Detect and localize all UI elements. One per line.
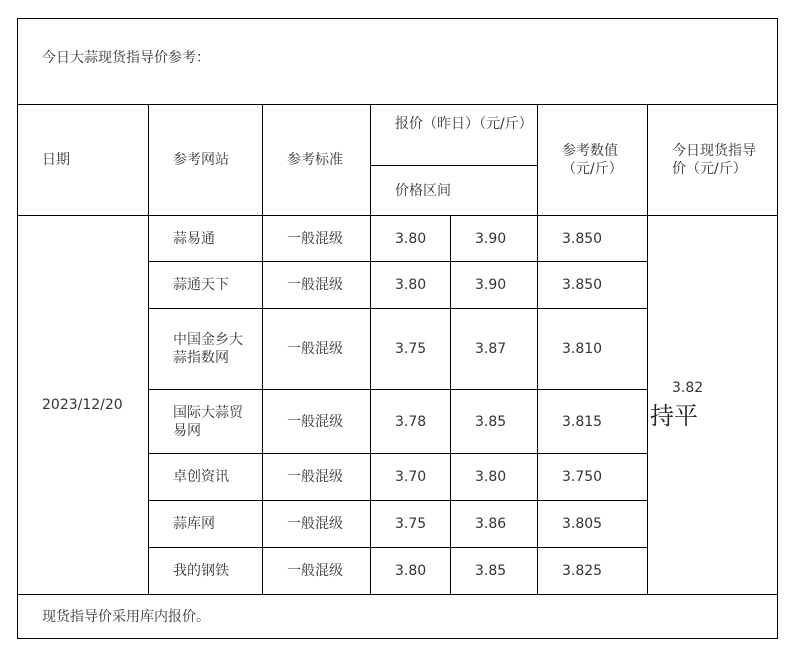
high-price-cell: 3.90: [451, 216, 538, 262]
header-date: 日期: [18, 105, 149, 216]
high-price-cell: 3.85: [451, 548, 538, 595]
ref-value-cell: 3.810: [538, 309, 648, 390]
high-price-cell: 3.90: [451, 262, 538, 309]
today-trend: 持平: [650, 402, 698, 430]
standard-cell: 一般混级: [263, 309, 371, 390]
table-footer: 现货指导价采用库内报价。: [18, 595, 778, 639]
low-price-cell: 3.75: [371, 309, 451, 390]
ref-value-cell: 3.750: [538, 454, 648, 501]
low-price-cell: 3.80: [371, 262, 451, 309]
ref-value-cell: 3.815: [538, 390, 648, 454]
standard-cell: 一般混级: [263, 262, 371, 309]
ref-value-cell: 3.825: [538, 548, 648, 595]
today-price-cell: [648, 216, 778, 595]
low-price-cell: 3.78: [371, 390, 451, 454]
site-cell: 我的钢铁: [149, 548, 263, 595]
standard-cell: 一般混级: [263, 216, 371, 262]
ref-value-cell: 3.850: [538, 262, 648, 309]
high-price-cell: 3.85: [451, 390, 538, 454]
standard-cell: 一般混级: [263, 501, 371, 548]
site-cell: 卓创资讯: [149, 454, 263, 501]
standard-cell: 一般混级: [263, 454, 371, 501]
today-price: 3.82: [672, 380, 704, 396]
site-cell: 蒜通天下: [149, 262, 263, 309]
ref-value-cell: 3.805: [538, 501, 648, 548]
header-quote: 报价（昨日）（元/斤）: [371, 105, 538, 166]
site-cell: 中国金乡大蒜指数网: [149, 309, 263, 390]
high-price-cell: 3.80: [451, 454, 538, 501]
table-title: 今日大蒜现货指导价参考：: [18, 19, 778, 105]
header-standard: 参考标准: [263, 105, 371, 216]
standard-cell: 一般混级: [263, 548, 371, 595]
low-price-cell: 3.75: [371, 501, 451, 548]
price-table: [17, 18, 778, 639]
low-price-cell: 3.70: [371, 454, 451, 501]
header-today: 今日现货指导价（元/斤）: [648, 105, 778, 216]
header-range: 价格区间: [371, 166, 538, 216]
high-price-cell: 3.87: [451, 309, 538, 390]
high-price-cell: 3.86: [451, 501, 538, 548]
site-cell: 蒜库网: [149, 501, 263, 548]
low-price-cell: 3.80: [371, 548, 451, 595]
header-site: 参考网站: [149, 105, 263, 216]
site-cell: 蒜易通: [149, 216, 263, 262]
header-ref: 参考数值（元/斤）: [538, 105, 648, 216]
low-price-cell: 3.80: [371, 216, 451, 262]
ref-value-cell: 3.850: [538, 216, 648, 262]
site-cell: 国际大蒜贸易网: [149, 390, 263, 454]
date-cell: 2023/12/20: [18, 216, 149, 595]
standard-cell: 一般混级: [263, 390, 371, 454]
